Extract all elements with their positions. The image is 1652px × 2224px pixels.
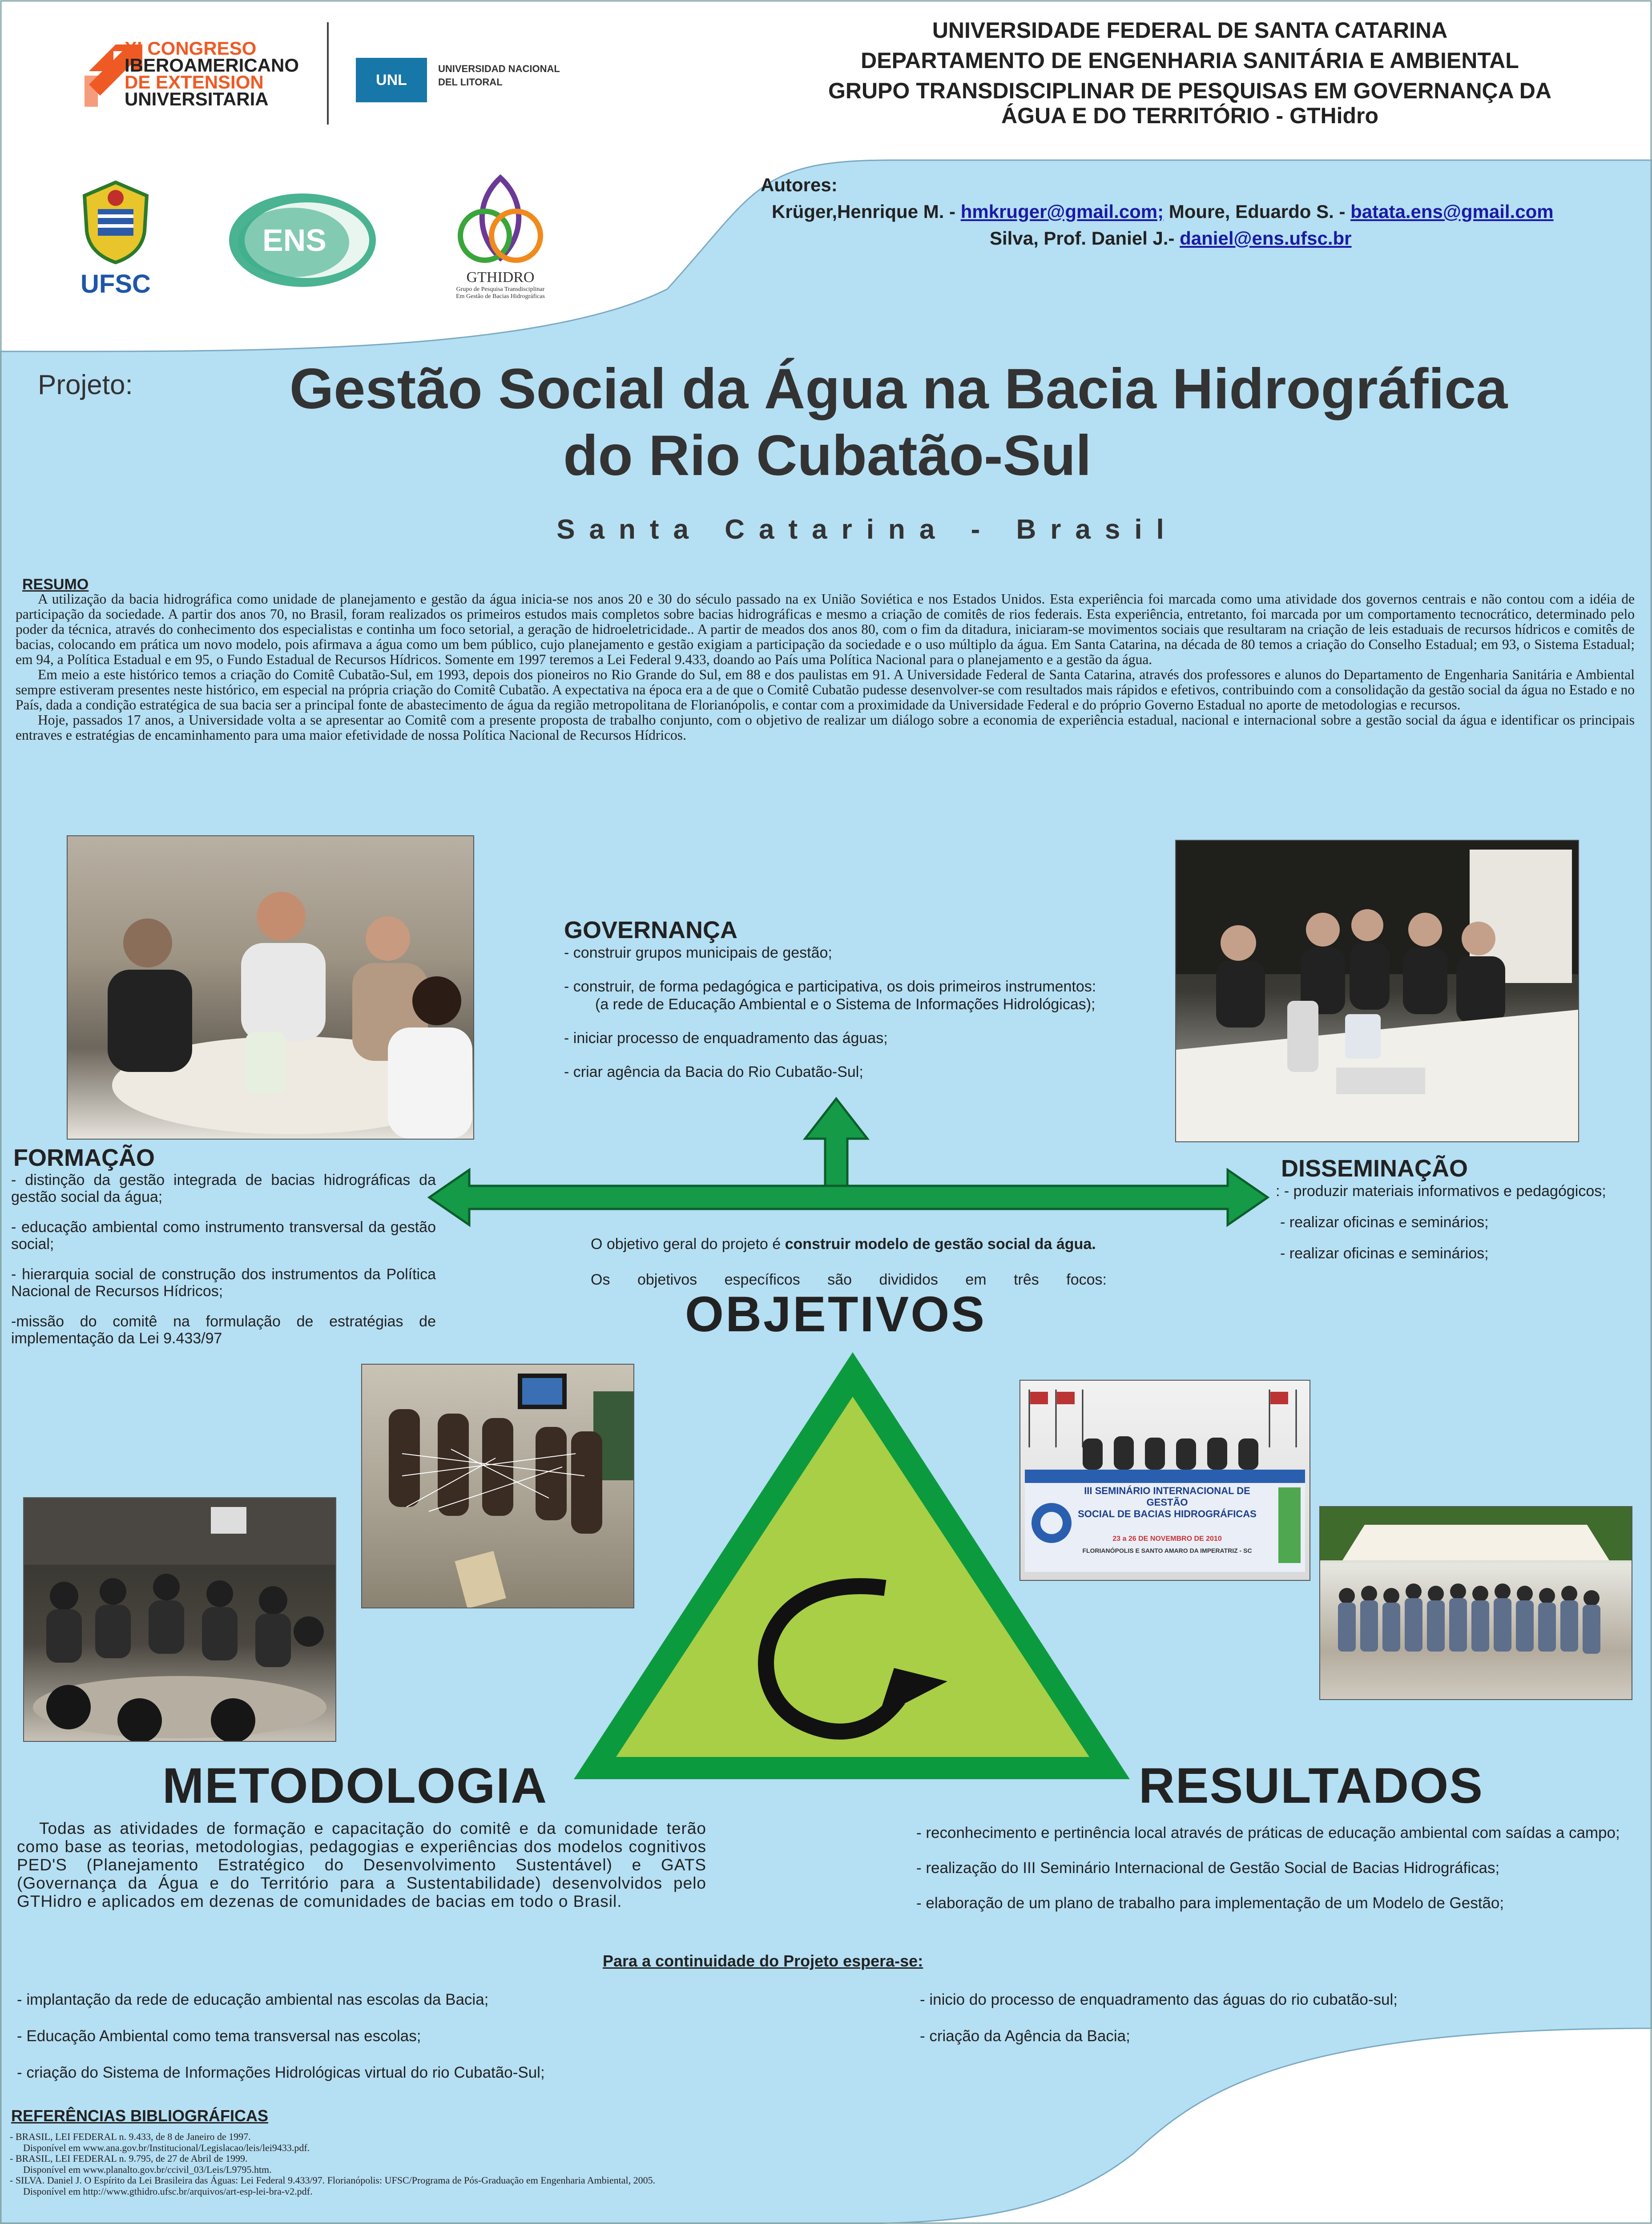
congress-line4: UNIVERSITARIA <box>125 89 269 109</box>
congress-logo <box>80 36 329 116</box>
resumo-body <box>16 592 1635 743</box>
referencia-2: - BRASIL, LEI FEDERAL n. 9.795, de 27 de Abril de 1999. <box>10 2153 248 2164</box>
objetivos-especificos: Os objetivos específicos são divididos em três focos: <box>591 1271 1107 1288</box>
committee-photo-illustration <box>1176 841 1578 1141</box>
authors-line1 <box>772 201 1554 222</box>
meeting-photo-illustration <box>68 836 473 1139</box>
email-link-silva[interactable]: daniel@ens.ufsc.br <box>1180 228 1352 249</box>
banner-line4: FLORIANÓPOLIS E SANTO AMARO DA IMPERATRIZ - SC <box>1082 1547 1252 1554</box>
continuidade-right <box>920 1990 1587 2046</box>
formacao-item-4: -missão do comitê na formulação de estratégias de implementação da Lei 9.433/97 <box>11 1313 436 1347</box>
photo-string-activity <box>361 1364 634 1608</box>
ufsc-crest-icon <box>71 178 160 267</box>
continuidade-left-3: - criação do Sistema de Informações Hidrológicas virtual do rio Cubatão-Sul; <box>17 2064 545 2081</box>
referencia-2-url: Disponível em www.planalto.gov.br/ccivil_03/Leis/L9795.htm. <box>23 2164 272 2175</box>
continuidade-left-2: - Educação Ambiental como tema transversal nas escolas; <box>17 2027 421 2045</box>
congress-line3: DE EXTENSION <box>125 72 264 93</box>
resumo-paragraph-1: A utilização da bacia hidrográfica como unidade de planejamento e gestão da água inicia-se nos anos 20 e 30 do século passado na ex União Soviética e nos Estados Unidos. Esta experiência foi marcada como uma atividade dos governos centrais e não contou com a idéia de participação da sociedade. A partir dos anos 70, no Brasil, foram realizados os primeiros estudos mais completos sobre bacias hidrográficas e mesmo a criação de comitês de rios federais. Esta experiência, entretanto, foi marcada por um comportamento tecnocrático, determinado pelo poder da técnica, através do conhecimento dos especialistas e continha um foco setorial, a geração de hidroeletricidade.. A partir de meados dos anos 80, com o fim da ditadura, iniciaram-se movimentos sociais que resultaram na criação de leis estaduais de recursos hídricos e comitês de bacias, colocando em prática um novo modelo, pois afirmava a água como um bem público, cujo planejamento e gestão exigiam a participação da sociedade e o uso múltiplo da água. Em Santa Catarina, na década de 80 temos a criação do Conselho Estadual; em 93, o Sistema Estadual; em 94, a Política Estadual e em 95, o Fundo Estadual de Recursos Hídricos. Somente em 1997 teremos a Lei Federal 9.433, doando ao País uma Política Nacional para o planejamento e a gestão da água. <box>16 591 1635 667</box>
congress-line2: IBEROAMERICANO <box>125 55 299 76</box>
ufsc-logo-text: UFSC <box>81 270 151 298</box>
disseminacao-item-2: - realizar oficinas e seminários; <box>1280 1214 1489 1231</box>
unl-logo-mark: UNL <box>356 58 427 102</box>
ens-logo-text: ENS <box>262 223 326 258</box>
governanca-heading: GOVERNANÇA <box>564 917 738 943</box>
disseminacao-item-3: - realizar oficinas e seminários; <box>1280 1245 1489 1262</box>
project-title <box>169 356 1628 489</box>
congress-line1: XI CONGRESO <box>125 38 257 59</box>
photo-classroom-circle <box>23 1497 336 1742</box>
objetivo-geral-prefix: O objetivo geral do projeto é <box>591 1236 785 1253</box>
email-link-kruger[interactable]: hmkruger@gmail.com; <box>960 201 1164 222</box>
institution-line3: GRUPO TRANSDISCIPLINAR DE PESQUISAS EM GOVERNANÇA DA <box>828 78 1552 103</box>
institution-line2: DEPARTAMENTO DE ENGENHARIA SANITÁRIA E AMBIENTAL <box>861 48 1519 73</box>
gthidro-logo-sub2: Em Gestão de Bacias Hidrográficas <box>456 293 545 300</box>
formacao-heading: FORMAÇÃO <box>13 1144 155 1171</box>
photo-committee-meeting <box>1175 840 1579 1142</box>
objetivo-geral-bold: construir modelo de gestão social da água. <box>785 1236 1096 1253</box>
governanca-item-3: (a rede de Educação Ambiental e o Sistema de Informações Hidrológicas); <box>595 996 1096 1013</box>
resumo-paragraph-2: Em meio a este histórico temos a criação do Comitê Cubatão-Sul, em 1993, depois dos pioneiros no Rio Grande do Sul, em 88 e dos paulistas em 91. A Universidade Federal de Santa Catarina, através dos professores e alunos do Departamento de Engenharia Sanitária e Ambiental sempre estiveram presentes neste histórico, em especial na própria criação do Comitê Cubatão. A expectativa na época era a de que o Comitê Cubatão pudesse desenvolver-se com resultados mais rápidos e efetivos, contribuindo com a consolidação da gestão social da água no Estado e no País, dada a condição estratégica de sua bacia ser a principal fonte de abastecimento de água da região metropolitana de Florianópolis, e contar com a proximidade da Universidade Federal e do próprio Governo Estadual no aporte de metodologias e recursos. <box>16 667 1635 713</box>
formacao-item-1: - distinção da gestão integrada de bacias hidrográficas da gestão social da água; <box>11 1172 436 1205</box>
referencia-1: - BRASIL, LEI FEDERAL n. 9.433, de 8 de Janeiro de 1997. <box>10 2131 251 2142</box>
author-moure: Moure, Eduardo S. - <box>1164 201 1351 222</box>
photo-group-outdoors <box>1319 1506 1632 1700</box>
unl-logo-text <box>438 62 560 89</box>
banner-line1: III SEMINÁRIO INTERNACIONAL DE GESTÃO <box>1084 1485 1250 1508</box>
referencias-list <box>10 2131 855 2197</box>
governanca-list <box>564 944 1151 1081</box>
banner-line3: 23 a 26 DE NOVEMBRO DE 2010 <box>1112 1535 1222 1543</box>
classroom-photo-illustration <box>24 1498 335 1741</box>
resultados-item-2: - realização do III Seminário Internacional de Gestão Social de Bacias Hidrográficas; <box>916 1859 1500 1877</box>
continuidade-left-1: - implantação da rede de educação ambiental nas escolas da Bacia; <box>17 1991 489 2008</box>
resultados-heading: RESULTADOS <box>1139 1758 1483 1813</box>
institution-line1: UNIVERSIDADE FEDERAL DE SANTA CATARINA <box>932 18 1448 43</box>
metodologia-text: Todas as atividades de formação e capacitação do comitê e da comunidade terão como base as teorias, metodologias, pedagogias e experiências dos modelos cognitivos PED'S (Planejamento Estratégico do Desenvolvimento Sustentável) e GATS (Governança da Água e do Território para a Sustentabilidade) desenvolvidos pelo GTHidro e aplicados em dezenas de comunidades de bacias em todo o Brasil. <box>17 1819 706 1910</box>
gthidro-knot-icon <box>440 173 560 267</box>
governanca-item-4: - iniciar processo de enquadramento das águas; <box>564 1030 888 1047</box>
disseminacao-list <box>1276 1182 1640 1276</box>
resultados-item-1: - reconhecimento e pertinência local através de práticas de educação ambiental com saídas a campo; <box>916 1824 1620 1841</box>
disseminacao-item-1: : - produzir materiais informativos e pedagógicos; <box>1276 1183 1606 1200</box>
institution-header <box>756 18 1624 128</box>
ens-logo <box>227 191 378 289</box>
title-line1: Gestão Social da Água na Bacia Hidrográfica <box>289 357 1508 421</box>
formacao-item-2: - educação ambiental como instrumento transversal da gestão social; <box>11 1219 436 1253</box>
author-kruger: Krüger,Henrique M. - <box>772 201 961 222</box>
referencias-heading: REFERÊNCIAS BIBLIOGRÁFICAS <box>11 2107 269 2125</box>
group-photo-illustration <box>1320 1507 1632 1699</box>
project-subtitle: Santa Catarina - Brasil <box>556 514 1178 545</box>
gthidro-logo-text: GTHIDRO <box>466 269 535 286</box>
continuidade-heading: Para a continuidade do Projeto espera-se: <box>603 1952 923 1970</box>
continuidade-right-2: - criação da Agência da Bacia; <box>920 2027 1130 2045</box>
photo-international-seminar <box>1019 1380 1310 1581</box>
banner-line2: SOCIAL DE BACIAS HIDROGRÁFICAS <box>1078 1508 1257 1519</box>
email-link-moure[interactable]: batata.ens@gmail.com <box>1350 201 1554 222</box>
authors-line2 <box>990 228 1352 249</box>
referencia-1-url: Disponível em www.ana.gov.br/Institucional/Legislacao/leis/lei9433.pdf. <box>23 2142 310 2153</box>
referencia-3: - SILVA. Daniel J. O Espírito da Lei Brasileira das Águas: Lei Federal 9.433/97. Florianópolis: UFSC/Programa de Pós-Graduação em Engenharia Ambiental, 2005. <box>10 2175 656 2186</box>
unl-line2: DEL LITORAL <box>438 77 503 88</box>
formacao-item-3: - hierarquia social de construção dos instrumentos da Política Nacional de Recursos Hídricos; <box>11 1266 436 1300</box>
resumo-paragraph-3: Hoje, passados 17 anos, a Universidade volta a se apresentar ao Comitê com a presente proposta de trabalho conjunto, com o objetivo de realizar um diálogo sobre a economia de experiência estadual, nacional e internacional sobre a gestão social da água e identificar os principais entraves e estratégias de encaminhamento para uma maior efetividade de nossa Política Nacional de Recursos Hídricos. <box>16 712 1635 743</box>
seminar-banner-text <box>1065 1485 1269 1556</box>
string-activity-illustration <box>362 1365 633 1608</box>
resumo-heading: RESUMO <box>22 576 89 593</box>
resultados-list <box>916 1824 1646 1913</box>
objetivo-geral <box>591 1236 1096 1253</box>
referencia-3-url: Disponível em http://www.gthidro.ufsc.br/arquivos/art-esp-lei-bra-v2.pdf. <box>23 2185 313 2197</box>
continuidade-left <box>17 1990 773 2082</box>
unl-line1: UNIVERSIDAD NACIONAL <box>438 63 560 74</box>
header-divider <box>327 22 329 125</box>
disseminacao-heading: DISSEMINAÇÃO <box>1281 1155 1468 1182</box>
objetivos-heading: OBJETIVOS <box>685 1286 987 1342</box>
gthidro-logo-sub1: Grupo de Pesquisa Transdisciplinar <box>456 286 545 293</box>
photo-meeting-table <box>67 835 474 1140</box>
title-line2: do Rio Cubatão-Sul <box>563 424 1092 488</box>
metodologia-heading: METODOLOGIA <box>162 1758 548 1813</box>
resultados-item-3: - elaboração de um plano de trabalho para implementação de um Modelo de Gestão; <box>916 1894 1504 1912</box>
gthidro-logo <box>440 173 560 307</box>
governanca-item-1: - construir grupos municipais de gestão; <box>564 944 832 961</box>
ufsc-logo <box>71 178 160 298</box>
author-silva: Silva, Prof. Daniel J.- <box>990 228 1180 249</box>
institution-line4: ÁGUA E DO TERRITÓRIO - GTHidro <box>1001 103 1379 128</box>
governanca-item-2: - construir, de forma pedagógica e participativa, os dois primeiros instrumentos: <box>564 978 1096 995</box>
formacao-list <box>11 1172 436 1360</box>
continuidade-right-1: - inicio do processo de enquadramento das águas do rio cubatão-sul; <box>920 1991 1398 2008</box>
authors-label: Autores: <box>761 174 838 195</box>
governanca-item-5: - criar agência da Bacia do Rio Cubatão-Sul; <box>564 1064 863 1080</box>
title-prefix: Projeto: <box>38 370 133 400</box>
